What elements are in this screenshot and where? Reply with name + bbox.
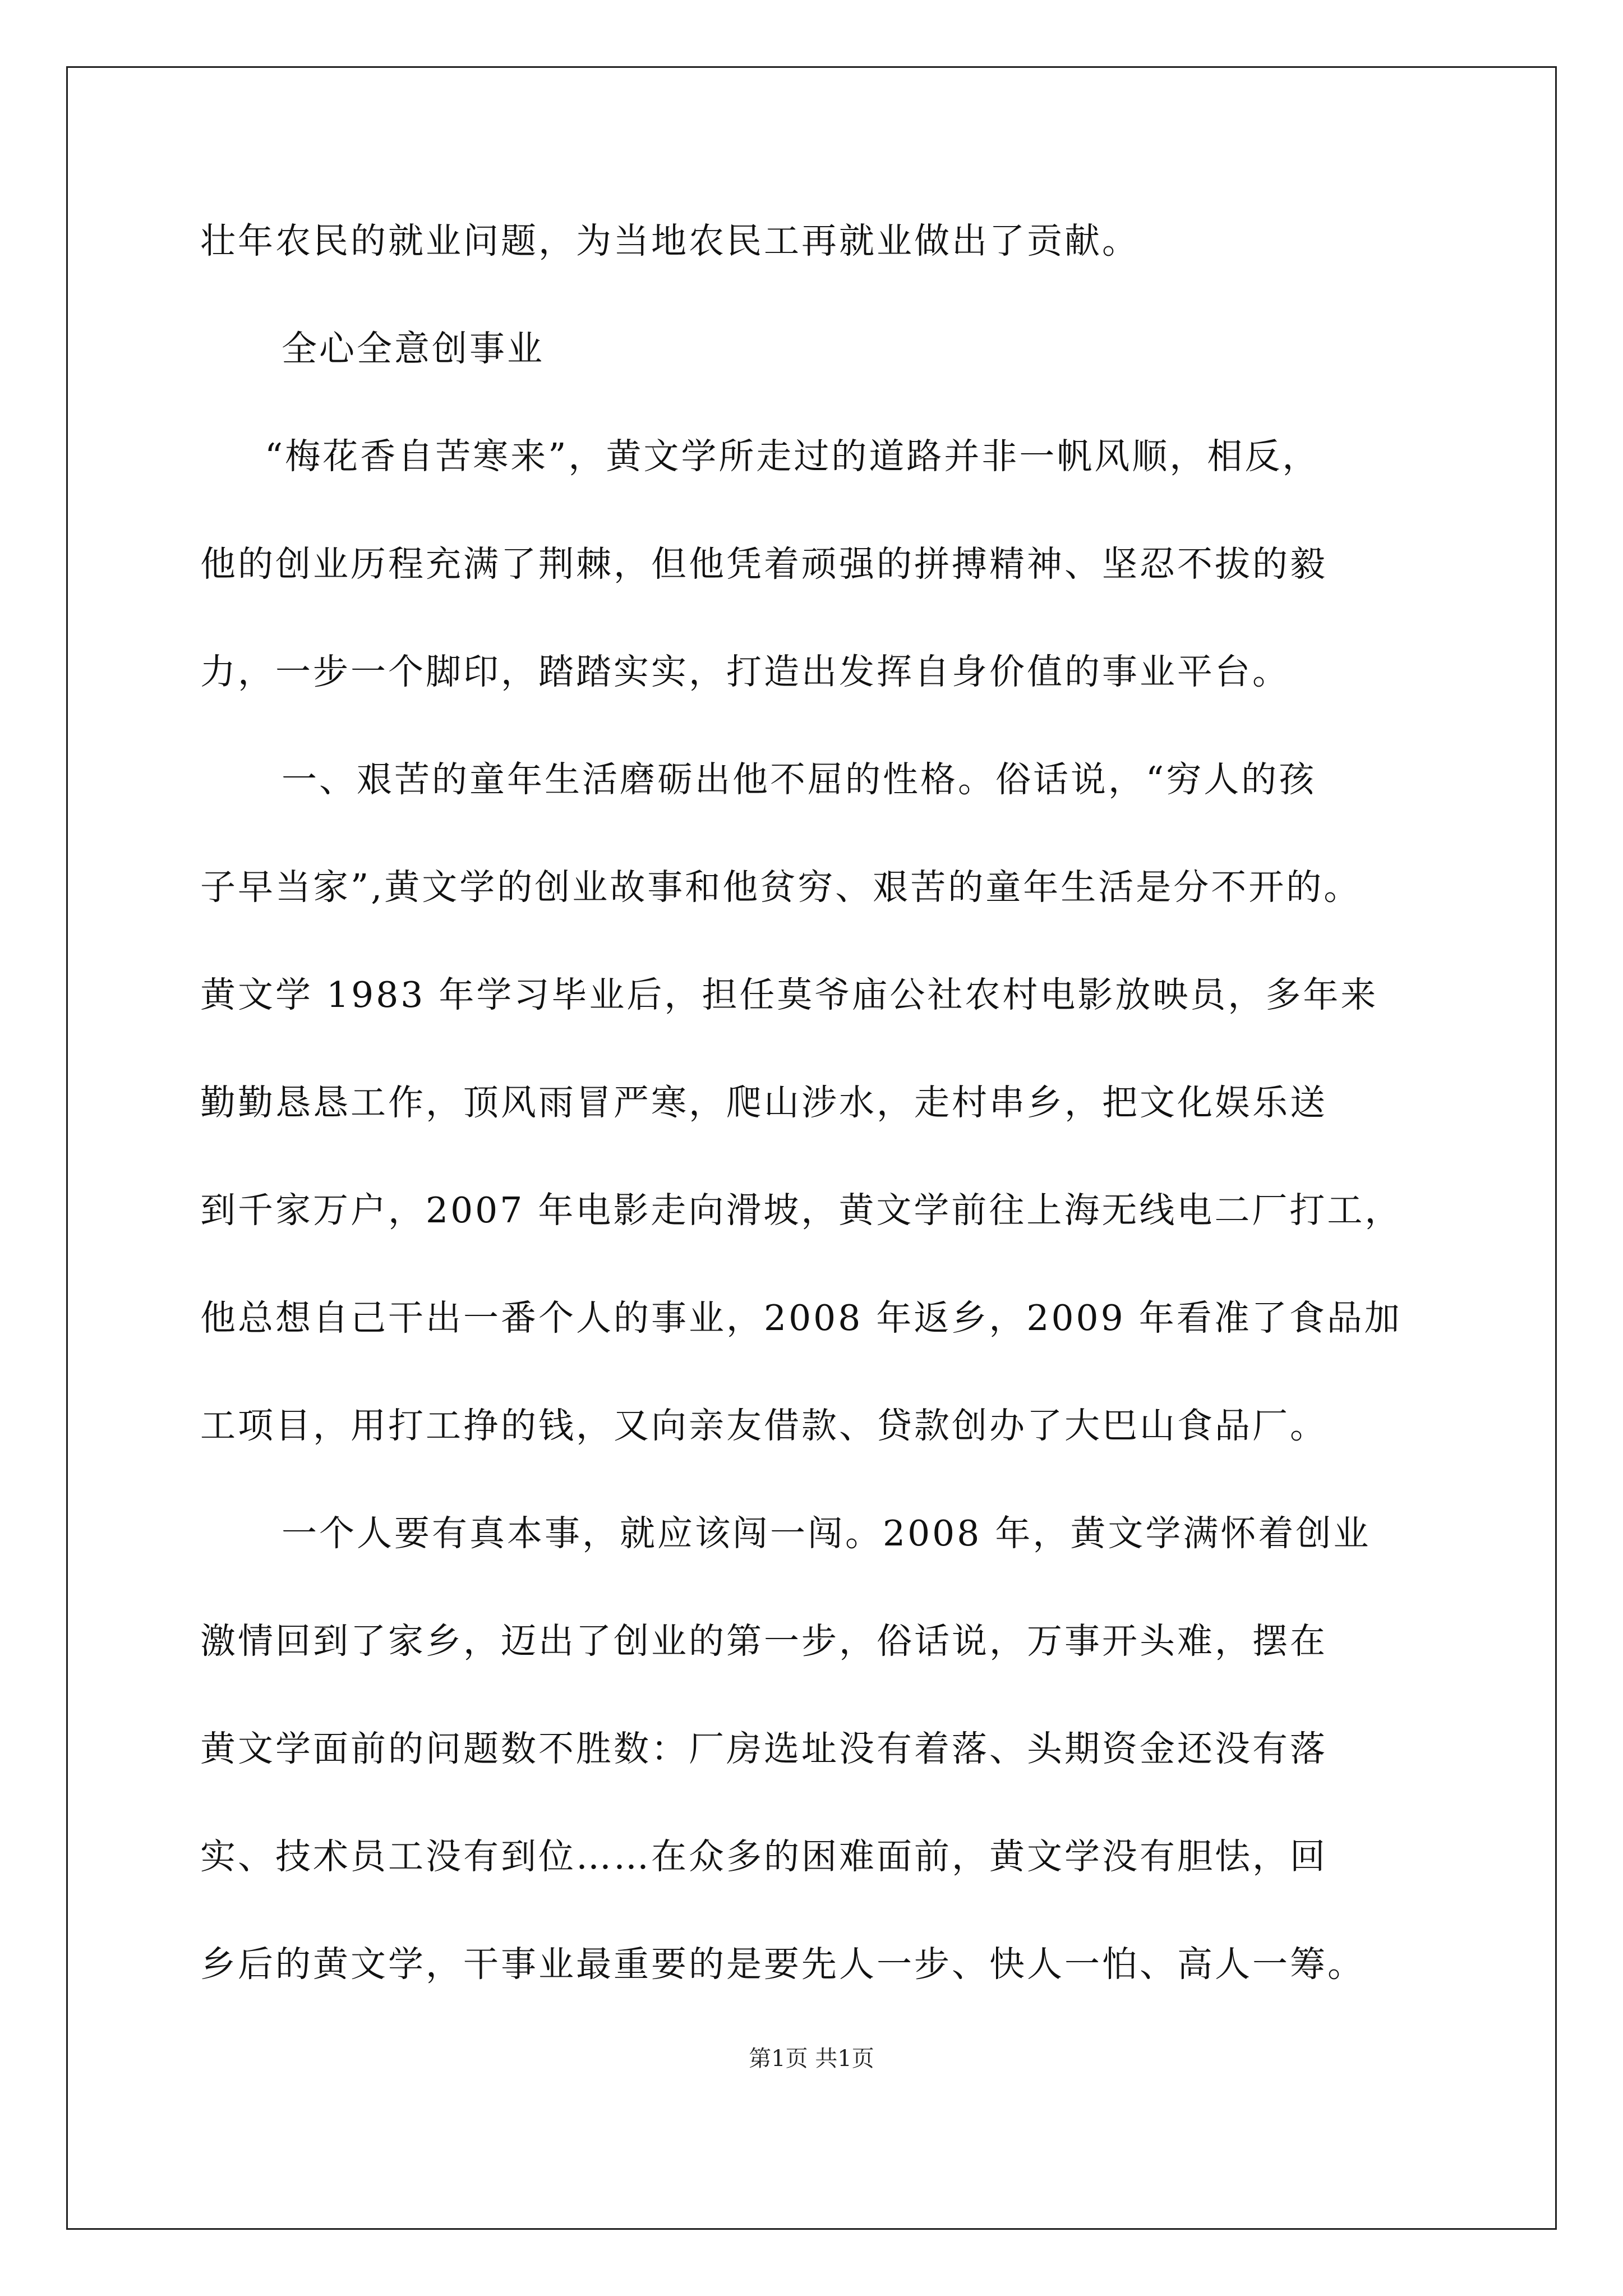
text-line-3: “梅花香自苦寒来”，黄文学所走过的道路并非一帆风顺，相反，	[265, 436, 1320, 477]
text-line-15: 黄文学面前的问题数不胜数：厂房选址没有着落、头期资金还没有落	[200, 1728, 1327, 1769]
page-footer: 第1页 共1页	[749, 2046, 874, 2072]
text-line-11: 他总想自己干出一番个人的事业，2008 年返乡，2009 年看准了食品加	[200, 1297, 1402, 1338]
text-line-6: 一、艰苦的童年生活磨砺出他不屈的性格。俗话说，“穷人的孩	[282, 759, 1317, 800]
text-line-8: 黄文学 1983 年学习毕业后，担任莫爷庙公社农村电影放映员，多年来	[200, 974, 1378, 1015]
section-heading: 全心全意创事业	[282, 328, 545, 369]
text-line-7: 子早当家”,黄文学的创业故事和他贫穷、艰苦的童年生活是分不开的。	[200, 867, 1362, 908]
text-line-10: 到千家万户，2007 年电影走向滑坡，黄文学前往上海无线电二厂打工，	[200, 1190, 1403, 1231]
text-line-17: 乡后的黄文学，干事业最重要的是要先人一步、快人一怕、高人一筹。	[200, 1944, 1365, 1985]
text-line-4: 他的创业历程充满了荆棘，但他凭着顽强的拼搏精神、坚忍不拔的毅	[200, 544, 1327, 585]
text-line-1: 壮年农民的就业问题，为当地农民工再就业做出了贡献。	[200, 220, 1140, 261]
text-line-5: 力，一步一个脚印，踏踏实实，打造出发挥自身价值的事业平台。	[200, 651, 1290, 692]
text-line-14: 激情回到了家乡，迈出了创业的第一步，俗话说，万事开头难，摆在	[200, 1621, 1327, 1662]
text-line-12: 工项目，用打工挣的钱，又向亲友借款、贷款创办了大巴山食品厂。	[200, 1405, 1327, 1446]
text-line-16: 实、技术员工没有到位……在众多的困难面前，黄文学没有胆怯，回	[200, 1836, 1327, 1877]
text-line-9: 勤勤恳恳工作，顶风雨冒严寒，爬山涉水，走村串乡，把文化娱乐送	[200, 1082, 1327, 1123]
text-line-13: 一个人要有真本事，就应该闯一闯。2008 年，黄文学满怀着创业	[282, 1513, 1371, 1554]
page-border	[66, 66, 1557, 2230]
